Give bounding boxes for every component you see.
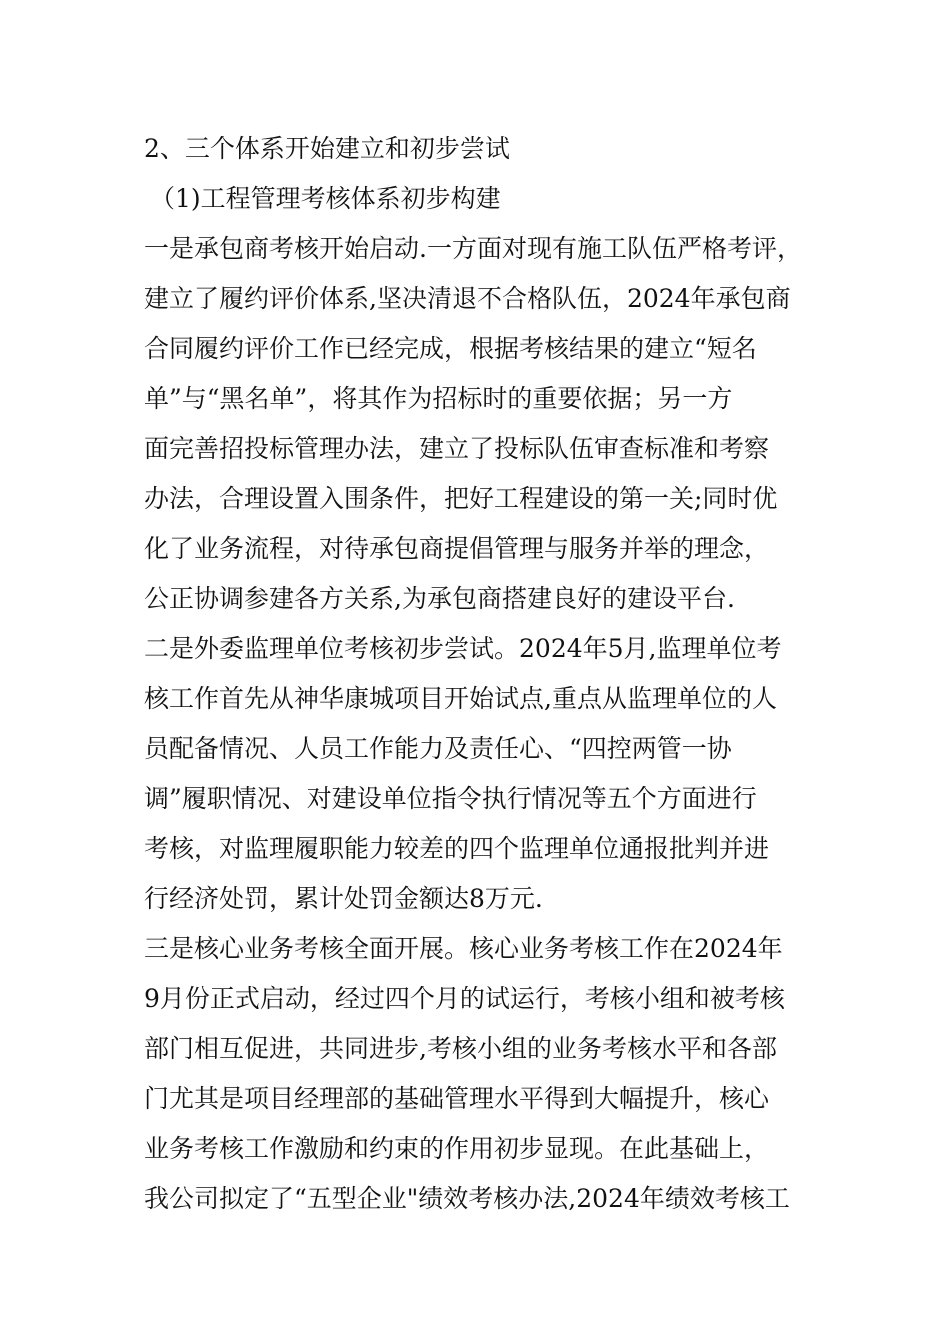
paragraph-line: 办法，合理设置入围条件，把好工程建设的第一关;同时优 bbox=[144, 484, 778, 513]
paragraph-line: 合同履约评价工作已经完成，根据考核结果的建立“短名 bbox=[144, 334, 757, 363]
paragraph-line: 业务考核工作激励和约束的作用初步显现。在此基础上， bbox=[144, 1134, 770, 1163]
paragraph-line: 调”履职情况、对建设单位指令执行情况等五个方面进行 bbox=[144, 784, 757, 813]
paragraph-line: 部门相互促进，共同进步,考核小组的业务考核水平和各部 bbox=[144, 1034, 777, 1063]
paragraph-line: 二是外委监理单位考核初步尝试。2024年5月,监理单位考 bbox=[144, 634, 782, 663]
paragraph-line: 三是核心业务考核全面开展。核心业务考核工作在2024年 bbox=[144, 934, 783, 963]
paragraph-line: 面完善招投标管理办法，建立了投标队伍审查标准和考察 bbox=[144, 434, 770, 463]
paragraph-line: 公正协调参建各方关系,为承包商搭建良好的建设平台. bbox=[144, 584, 735, 613]
paragraph-line: 化了业务流程，对待承包商提倡管理与服务并举的理念， bbox=[144, 534, 770, 563]
paragraph-line: 门尤其是项目经理部的基础管理水平得到大幅提升，核心 bbox=[144, 1084, 770, 1113]
section-heading: 2、三个体系开始建立和初步尝试 bbox=[144, 134, 510, 163]
paragraph-line: 建立了履约评价体系,坚决清退不合格队伍，2024年承包商 bbox=[144, 284, 791, 313]
paragraph-line: 一是承包商考核开始启动.一方面对现有施工队伍严格考评， bbox=[144, 234, 802, 263]
paragraph-line: 核工作首先从神华康城项目开始试点,重点从监理单位的人 bbox=[144, 684, 777, 713]
paragraph-line: 单”与“黑名单”，将其作为招标时的重要依据；另一方 bbox=[144, 384, 733, 413]
paragraph-line: 员配备情况、人员工作能力及责任心、“四控两管一协 bbox=[144, 734, 732, 763]
paragraph-line: 9月份正式启动，经过四个月的试运行，考核小组和被考核 bbox=[144, 984, 785, 1013]
paragraph-line: 考核，对监理履职能力较差的四个监理单位通报批判并进 bbox=[144, 834, 770, 863]
paragraph-line: 我公司拟定了“五型企业"绩效考核办法,2024年绩效考核工 bbox=[144, 1184, 790, 1213]
paragraph-line: 行经济处罚，累计处罚金额达8万元. bbox=[144, 884, 543, 913]
subsection-heading: （1)工程管理考核体系初步构建 bbox=[150, 184, 501, 213]
